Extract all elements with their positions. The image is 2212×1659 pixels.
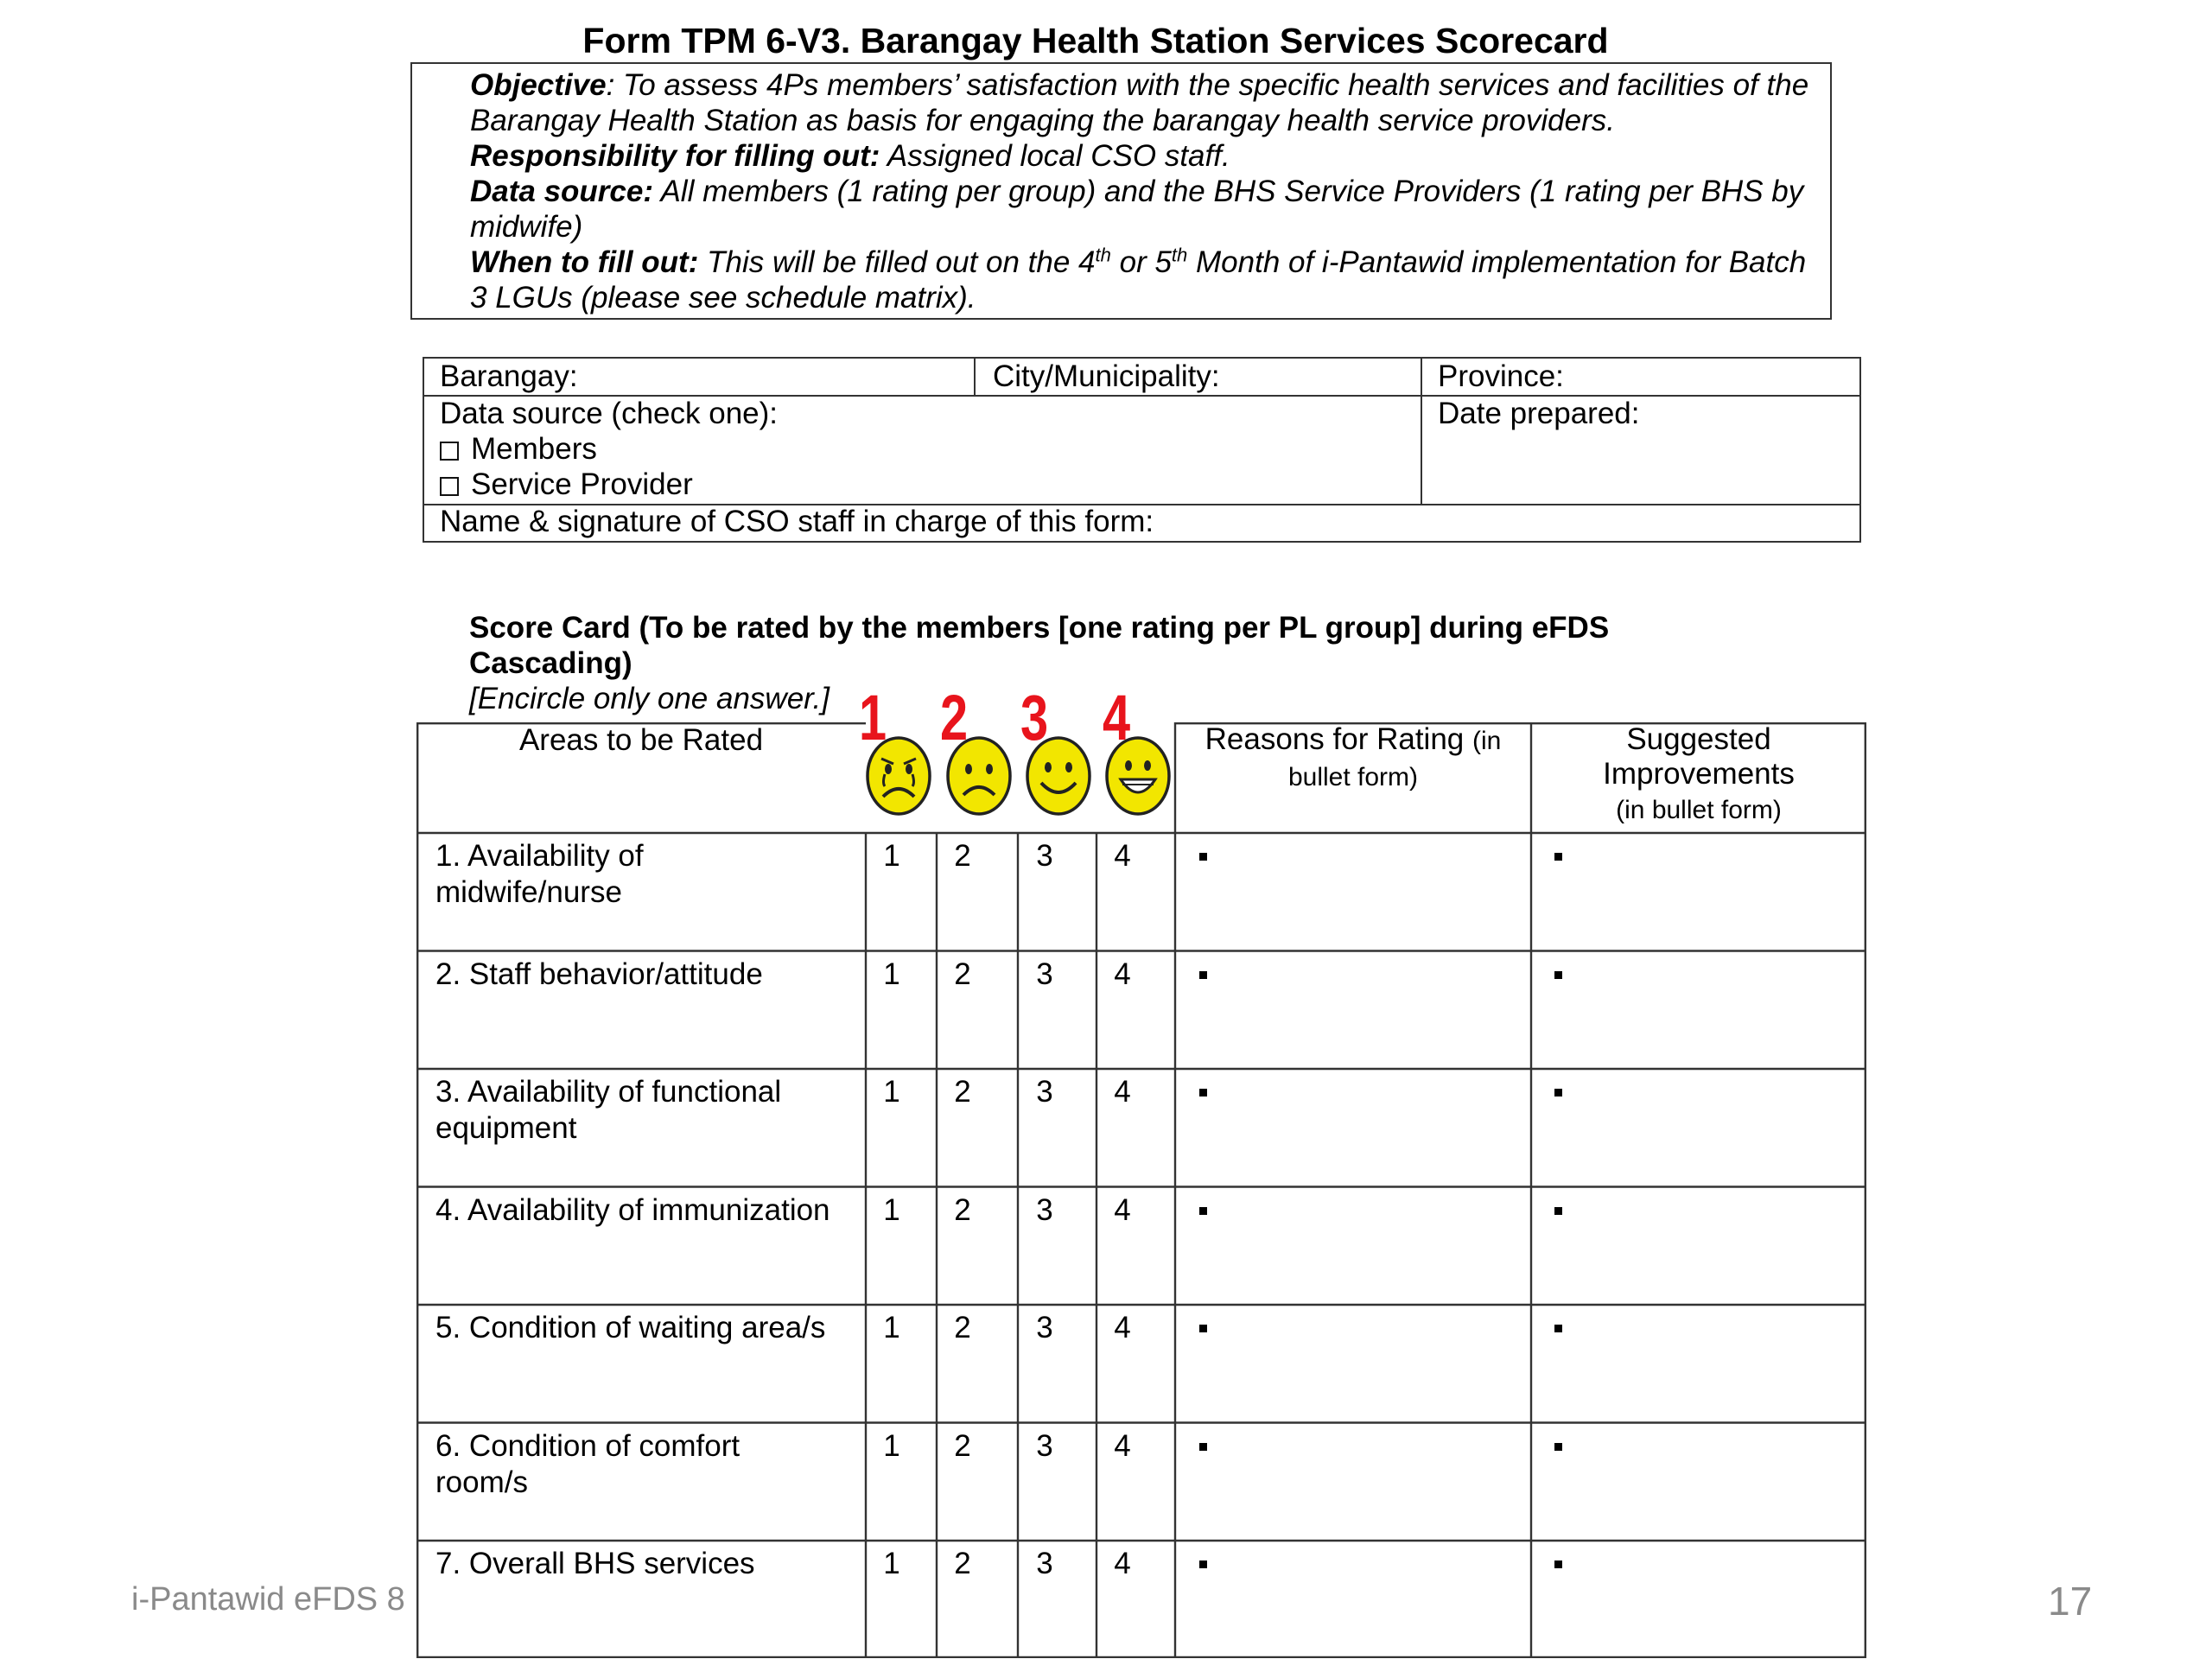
scorecard-instruction: [Encircle only one answer.] [469,682,830,715]
header-reasons-main: Reasons for Rating [1205,722,1472,756]
rating-option-3[interactable]: 3 [1036,1075,1053,1109]
signature-field[interactable]: Name & signature of CSO staff in charge of this form: [440,505,1154,538]
rating-option-1[interactable]: 1 [883,1075,900,1109]
area-label-line: 1. Availability of [435,839,644,873]
objective-text-block [470,67,1827,315]
info-table [423,357,1861,543]
area-label [435,1428,859,1501]
area-label [435,1192,859,1229]
rating-option-2[interactable]: 2 [954,957,971,991]
data-source-field-label: Data source (check one): [440,397,779,430]
when-sup-2: th [1171,244,1188,266]
header-reasons-small-1: (in [1471,727,1502,755]
header-areas: Areas to be Rated [518,723,764,757]
reasons-bullet [1199,1443,1207,1451]
service-provider-checkbox-row[interactable] [440,467,693,503]
rating-option-2[interactable]: 2 [954,839,971,873]
service-provider-checkbox[interactable] [440,477,459,496]
form-title: Form TPM 6-V3. Barangay Health Station Services Scorecard [582,21,1609,60]
suggestion-bullet [1554,971,1562,979]
rating-option-3[interactable]: 3 [1036,1547,1053,1580]
suggestion-bullet [1554,1560,1562,1568]
members-label: Members [471,432,597,466]
rating-option-3[interactable]: 3 [1036,957,1053,991]
when-label: When to fill out: [470,245,699,279]
area-label [435,1310,859,1346]
reasons-bullet [1199,971,1207,979]
when-sup-1: th [1095,244,1111,266]
objective-text: : To assess 4Ps members’ satisfaction with the specific health services and facilities of the Barangay Health Station as basis for engaging the barangay health service providers. [470,68,1809,137]
rating-option-3[interactable]: 3 [1036,1192,1053,1227]
suggestion-bullet [1554,1443,1562,1451]
scorecard-heading-block [469,610,1696,716]
members-checkbox-row[interactable] [440,431,597,467]
province-field[interactable]: Province: [1438,359,1564,393]
reasons-bullet [1199,1560,1207,1568]
rating-option-4[interactable]: 4 [1114,1075,1131,1109]
data-source-label: Data source: [470,175,654,208]
face-number-1: 1 [859,682,887,753]
rating-option-1[interactable]: 1 [883,1547,900,1580]
footer-label: i-Pantawid eFDS 8 [131,1581,405,1618]
barangay-field[interactable]: Barangay: [440,359,578,393]
city-municipality-field[interactable]: City/Municipality: [993,359,1220,393]
responsibility-label: Responsibility for filling out: [470,139,880,173]
area-label-line: 3. Availability of functional [435,1075,782,1109]
face-number-3: 3 [1020,682,1049,753]
area-label [435,1074,859,1147]
reasons-bullet [1199,1207,1207,1215]
header-reasons-small-2: bullet form) [1287,763,1419,791]
area-label-line: 2. Staff behavior/attitude [435,957,763,991]
face-number-2: 2 [940,682,969,753]
score-rows [416,722,1866,1658]
date-prepared-field[interactable]: Date prepared: [1438,397,1640,430]
area-label-line: 6. Condition of comfort [435,1428,741,1463]
rating-option-3[interactable]: 3 [1036,1428,1053,1463]
suggestion-bullet [1554,1089,1562,1096]
rating-option-2[interactable]: 2 [954,1428,971,1463]
rating-option-4[interactable]: 4 [1114,1192,1131,1227]
page-number: 17 [2048,1579,2093,1624]
objective-box [410,62,1832,320]
area-label-line: equipment [435,1111,577,1145]
header-suggested-3: (in bullet form) [1616,796,1782,824]
area-label [435,957,859,993]
rating-option-4[interactable]: 4 [1114,839,1131,873]
rating-option-1[interactable]: 1 [883,957,900,991]
reasons-bullet [1199,1089,1207,1096]
area-label-line: room/s [435,1465,528,1499]
rating-option-4[interactable]: 4 [1114,957,1131,991]
rating-option-1[interactable]: 1 [883,1311,900,1344]
data-source-text: All members (1 rating per group) and the BHS Service Providers (1 rating per BHS by midwife) [470,175,1804,244]
members-checkbox[interactable] [440,442,459,461]
scorecard-heading: Score Card (To be rated by the members [one rating per PL group] during eFDS Cascading) [469,611,1610,680]
rating-option-2[interactable]: 2 [954,1547,971,1580]
area-label [435,838,859,911]
rating-option-4[interactable]: 4 [1114,1311,1131,1344]
area-label-line: midwife/nurse [435,875,622,909]
area-label-line: 5. Condition of waiting area/s [435,1311,826,1344]
rating-option-2[interactable]: 2 [954,1192,971,1227]
objective-label: Objective [470,68,607,102]
responsibility-text: Assigned local CSO staff. [880,139,1230,173]
reasons-bullet [1199,1325,1207,1332]
rating-option-1[interactable]: 1 [883,1192,900,1227]
suggestion-bullet [1554,1325,1562,1332]
rating-option-3[interactable]: 3 [1036,1311,1053,1344]
header-suggested-1: Suggested [1626,722,1771,756]
rating-option-2[interactable]: 2 [954,1075,971,1109]
area-label [435,1546,859,1582]
suggestion-bullet [1554,853,1562,861]
suggestion-bullet [1554,1207,1562,1215]
service-provider-label: Service Provider [471,467,693,501]
header-suggested-2: Improvements [1603,757,1795,791]
when-text-3: Month of i-Pantawid implementation for Batch 3 LGUs (please see schedule matrix). [470,245,1807,315]
rating-option-1[interactable]: 1 [883,1428,900,1463]
rating-option-1[interactable]: 1 [883,839,900,873]
rating-option-3[interactable]: 3 [1036,839,1053,873]
when-text-2: or 5 [1110,245,1172,279]
rating-option-4[interactable]: 4 [1114,1547,1131,1580]
area-label-line: 4. Availability of immunization [435,1192,830,1227]
when-text-1: This will be filled out on the 4 [698,245,1096,279]
score-table [416,722,1866,1658]
rating-option-2[interactable]: 2 [954,1311,971,1344]
reasons-bullet [1199,853,1207,861]
face-number-4: 4 [1103,682,1131,753]
rating-option-4[interactable]: 4 [1114,1428,1131,1463]
area-label-line: 7. Overall BHS services [435,1547,755,1580]
